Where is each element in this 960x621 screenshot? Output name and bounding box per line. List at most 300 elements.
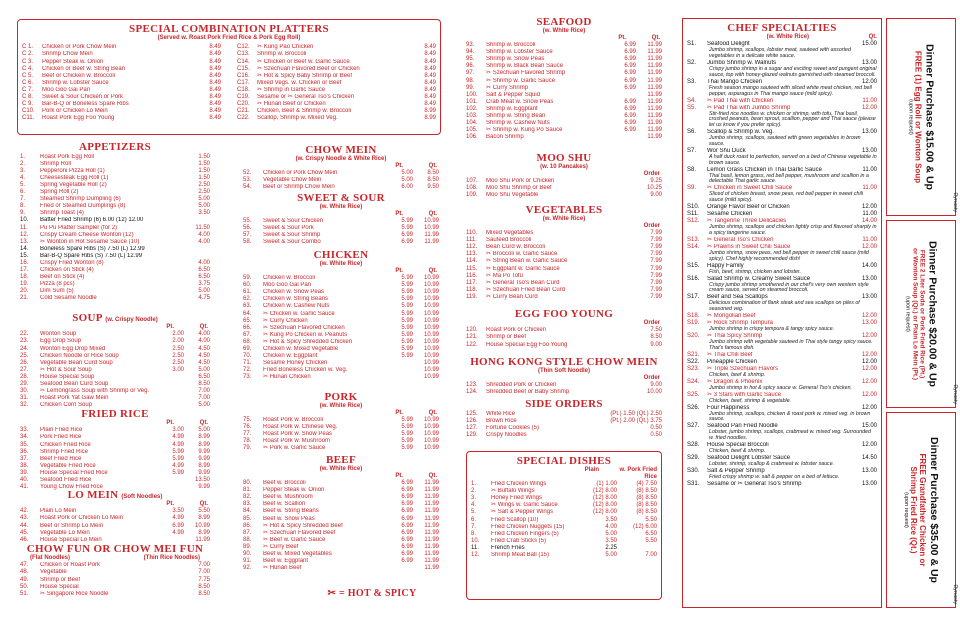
item-number: 51. <box>20 590 29 597</box>
item-number: 120. <box>466 327 478 334</box>
menu-item <box>466 280 662 287</box>
mooshu-col-0: Order <box>643 171 660 178</box>
item-number: C17. <box>237 79 250 86</box>
menu-item <box>466 418 662 425</box>
item-price: 6.99 <box>624 70 636 77</box>
soup-col-header <box>20 324 210 331</box>
menu-item <box>22 58 221 65</box>
item-price: 1.50 <box>198 153 210 160</box>
item-number: 3. <box>20 167 26 174</box>
item-number: S29. <box>687 455 700 462</box>
beef-subtitle: (w. White Rice) <box>319 466 363 473</box>
menu-item <box>243 303 439 310</box>
item-number: 113. <box>466 251 478 258</box>
item-name: Shrimp Chow Mein <box>42 51 93 58</box>
menu-item <box>471 509 657 516</box>
item-number: 94. <box>466 49 475 56</box>
item-description: Lobster, shrimp, scallop & crabmeat w. lobster sauce. <box>709 460 835 467</box>
item-name: ✂ Shrimp in Garlic Sauce <box>257 86 326 93</box>
item-name: Roast Pork w. Mushroom <box>263 438 331 445</box>
menu-item <box>243 508 439 515</box>
item-number: 48. <box>20 569 29 576</box>
item-name: Sweet & Sour Chicken <box>263 218 324 225</box>
item-number: 26. <box>20 359 29 366</box>
item-name: Four Happiness <box>707 404 750 411</box>
item-number: 5. <box>471 509 477 516</box>
friedrice-section <box>20 408 210 491</box>
item-name: Spring Roll (2) <box>40 189 79 196</box>
item-price: 8.99 <box>198 462 210 469</box>
item-name: ✂ Hunan Beef <box>263 565 302 572</box>
item-price: 11.99 <box>647 91 662 98</box>
item-number: 53. <box>243 177 252 184</box>
item-name: Lemon Grass Chicken in Thai Garlic Sauce <box>707 166 822 173</box>
item-number: C 1. <box>22 44 34 51</box>
item-price: 7.99 <box>650 265 662 272</box>
item-price: (Pt.) 2.00 (Qt.) 3.75 <box>610 417 662 424</box>
item-price: 10.99 <box>194 522 210 529</box>
menu-item <box>243 177 439 184</box>
menu-item <box>20 260 210 267</box>
item-number: 7. <box>471 523 477 530</box>
menu-item <box>237 58 436 65</box>
item-number: S21. <box>687 351 700 358</box>
menu-item <box>466 287 662 294</box>
item-name: Roast Pork or Chicken Lo Mein <box>40 515 124 522</box>
item-number: C 4. <box>22 65 34 72</box>
item-name: ✂ Rock Shrimp Tempura <box>707 320 773 327</box>
pork-list <box>243 410 439 452</box>
item-name: ✂ Curry Beef <box>263 543 299 550</box>
menu-item <box>20 153 210 160</box>
menu-item <box>20 583 210 590</box>
menu-item <box>20 591 210 598</box>
chef-item <box>687 97 877 104</box>
item-price: 11.99 <box>424 551 439 558</box>
item-number: 36. <box>20 448 29 455</box>
item-name: Moo Shu Shrimp or Beef <box>486 185 552 192</box>
item-price: 5.99 <box>172 448 184 455</box>
pork-col-0: Pt. <box>395 410 403 417</box>
item-number: 116. <box>466 272 478 279</box>
item-number: 30. <box>20 388 29 395</box>
item-price: 5.00 <box>198 402 210 409</box>
item-number: 15. <box>20 252 29 259</box>
item-price: 5.99 <box>401 338 413 345</box>
menu-item <box>20 338 210 345</box>
item-name: Vegetable Lo Mein <box>40 529 90 536</box>
item-price: 6.99 <box>624 56 636 63</box>
menu-item <box>20 253 210 260</box>
item-price: 8.49 <box>209 44 221 51</box>
sweetsour-section <box>243 192 439 246</box>
item-price: 8.50 <box>198 590 210 597</box>
item-number: 57. <box>243 232 252 239</box>
item-name: Beef w. String Beans <box>263 508 319 515</box>
item-price: 11.99 <box>195 536 210 543</box>
hkchowmein-col-0: Order <box>643 375 660 382</box>
item-price: 2.50 <box>198 189 210 196</box>
item-price: 7.99 <box>650 237 662 244</box>
item-number: S25. <box>687 391 700 398</box>
beef-title: BEEF <box>326 454 356 466</box>
item-price: 5.99 <box>401 296 413 303</box>
item-name: Roast Pork Egg Foo Young <box>42 115 115 122</box>
item-price: 12.00 <box>861 365 877 372</box>
promo-2-line3: (upon request) <box>904 296 911 332</box>
item-number: 6. <box>471 516 477 523</box>
item-price: 9.99 <box>198 469 210 476</box>
item-price: (12) 6.00 <box>632 523 657 530</box>
item-name: Crispy Cream Cheese Wonton (12) <box>40 231 134 238</box>
item-number: 86. <box>243 522 252 529</box>
item-price: 4.99 <box>172 441 184 448</box>
item-price: 5.00 <box>198 366 210 373</box>
menu-item <box>471 538 657 545</box>
menu-item <box>466 99 662 106</box>
item-number: S26. <box>687 404 700 411</box>
item-name: Sesame Chicken <box>707 211 753 218</box>
item-price: 10.99 <box>423 338 439 345</box>
soup-section <box>20 312 210 409</box>
item-name: Mixed Vegetables <box>486 230 534 237</box>
item-price: 13.00 <box>861 467 877 474</box>
specialdishes-list <box>471 481 657 559</box>
beef-col-0: Pt. <box>395 473 403 480</box>
item-price: 7.99 <box>650 244 662 251</box>
item-price: 14.00 <box>861 218 877 225</box>
item-number: 108. <box>466 185 478 192</box>
soup-title-text: SOUP <box>72 312 103 324</box>
menu-item <box>20 576 210 583</box>
item-price: (Pt.) 1.50 (Qt.) 2.50 <box>610 410 662 417</box>
item-price: 11.00 <box>862 211 877 218</box>
menu-item <box>243 558 439 565</box>
menu-item <box>243 565 439 572</box>
sweetsour-title: SWEET & SOUR <box>297 192 385 204</box>
item-number: 87. <box>243 529 252 536</box>
item-price: 11.99 <box>647 63 662 70</box>
menu-item <box>466 258 662 265</box>
item-price: 8.49 <box>209 94 221 100</box>
item-name: Vegetable Chow Mein <box>263 177 322 184</box>
soup-title <box>20 312 210 324</box>
menu-item <box>466 341 662 348</box>
item-price: 11.99 <box>424 508 439 515</box>
item-price: 6.99 <box>624 127 636 134</box>
chef-subtitle: (w. White Rice) <box>766 34 810 41</box>
item-price: 5.00 <box>401 170 413 177</box>
item-number: 2. <box>20 160 26 167</box>
chicken-list <box>243 268 439 381</box>
chicken-section <box>243 249 439 381</box>
item-description: Jumbo shrimp, scallops and chicken lightly crisp and flavored sharply in a spicy tangerine sauce. <box>709 224 877 236</box>
chicken-col-1: Qt. <box>428 268 437 275</box>
item-price: 8.49 <box>209 79 221 86</box>
item-name: Roast Pork w. Snow Peas <box>263 431 333 438</box>
item-number: 73. <box>243 374 252 381</box>
item-price: 10.99 <box>423 324 439 331</box>
item-description: Jumbo shrimp, snow peas, red bell pepper in sweet chili sauce (mild spicy). Chef highly recommended dish! <box>709 249 869 262</box>
item-price: 3.50 <box>198 210 210 217</box>
friedrice-list <box>20 420 210 491</box>
item-price: 6.50 <box>198 274 210 281</box>
appetizers-section <box>20 141 210 302</box>
item-number: 95. <box>466 56 475 63</box>
menu-item <box>20 246 210 253</box>
item-name: Chicken w. Cashew Nuts <box>263 303 330 310</box>
item-price: 11.99 <box>424 480 439 487</box>
item-name: Shrimp w. Broccoli <box>257 51 307 58</box>
item-price: 8.50 <box>427 177 439 184</box>
item-price: 12.00 <box>861 104 877 111</box>
item-price: 11.99 <box>647 84 662 91</box>
item-number: 109. <box>466 192 478 199</box>
item-price: (4) 7.50 <box>636 481 657 488</box>
item-description: Jumbo shrimp in crispy tempura & tangy spicy sauce. <box>709 326 835 333</box>
menu-item <box>243 431 439 438</box>
item-price: 0.50 <box>650 431 662 438</box>
item-name: Shredded Beef or Baby Shrimp <box>486 389 570 396</box>
menu-item <box>20 345 210 352</box>
pork-title: PORK <box>324 391 358 403</box>
menu-item <box>243 374 439 381</box>
sweetsour-list <box>243 211 439 246</box>
menu-item <box>466 192 662 199</box>
item-number: 126. <box>466 417 478 424</box>
item-number: 76. <box>243 424 252 431</box>
item-number: 119. <box>466 293 478 300</box>
item-price: 14.50 <box>861 455 877 462</box>
item-price: 10.99 <box>423 218 439 225</box>
item-price: 4.00 <box>198 231 210 238</box>
item-number: 33. <box>20 427 29 434</box>
item-price: 10.99 <box>423 417 439 424</box>
item-name: Bean Curd w. Broccoli <box>486 244 546 251</box>
item-name: Chicken or Roast Pork <box>40 562 101 569</box>
item-number: 107. <box>466 178 478 185</box>
specialdishes-section <box>466 451 662 600</box>
item-number: S12. <box>687 218 700 225</box>
item-number: 85. <box>243 515 252 522</box>
item-price: 6.99 <box>624 63 636 70</box>
promo-1-line3: (upon request) <box>907 99 914 135</box>
item-name: House Special <box>40 583 79 590</box>
item-price: 3.50 <box>605 516 617 523</box>
menu-item <box>243 239 439 246</box>
item-number: 96. <box>466 63 475 70</box>
item-number: S18. <box>687 313 700 320</box>
chowfun-title: CHOW FUN OR CHOW MEI FUN <box>26 543 204 555</box>
item-name: ✂ Broccoli w. Garlic Sauce <box>486 251 558 258</box>
item-name: Moo Goo Gai Pan <box>42 86 91 93</box>
item-price: 11.99 <box>424 494 439 501</box>
item-number: S22. <box>687 358 700 365</box>
item-number: 97. <box>466 70 475 77</box>
promo-3-line1: Dinner Purchase $35.00 & Up <box>928 437 941 583</box>
item-number: 7. <box>20 196 26 203</box>
menu-item <box>20 189 210 196</box>
item-number: 41. <box>20 484 29 491</box>
item-number: 92. <box>243 565 252 572</box>
item-name: ✂ Pad Thai with Chicken <box>707 97 774 104</box>
item-number: 98. <box>466 77 475 84</box>
menu-item <box>466 56 662 63</box>
item-price: 7.00 <box>198 395 210 402</box>
item-name: Honey Fried Wings <box>491 495 543 502</box>
item-price: 5.99 <box>401 417 413 424</box>
item-price: 8.49 <box>424 79 436 86</box>
promo-box-1 <box>886 18 959 216</box>
item-name: Fried Chicken Nuggets (15) <box>491 523 565 530</box>
item-price: 10.99 <box>423 296 439 303</box>
item-name: Shrimp w. Lobster Sauce <box>42 79 109 86</box>
friedrice-col-header <box>20 420 210 427</box>
lomein-subtitle: (Soft Noodles) <box>121 494 163 500</box>
item-price: 8.49 <box>424 58 436 65</box>
item-name: Crispy Noodles <box>486 431 527 438</box>
menu-item <box>466 77 662 84</box>
item-price: (1) 1.00 <box>596 481 617 488</box>
item-price: 11.99 <box>424 536 439 543</box>
item-price: 9.25 <box>650 178 662 185</box>
item-price: 15.00 <box>861 41 877 48</box>
item-price: 6.99 <box>401 494 413 501</box>
menu-item <box>466 251 662 258</box>
item-name: Egg Drop Soup <box>40 338 82 345</box>
item-name: Pineapple Chicken <box>707 358 758 365</box>
item-price: 6.99 <box>624 42 636 49</box>
menu-item <box>243 480 439 487</box>
item-description: Delicious combination of flank steak and sea scallops on piles of seasoned veg. <box>709 300 860 313</box>
item-price: 4.99 <box>172 434 184 441</box>
item-number: 50. <box>20 583 29 590</box>
item-number: 79. <box>243 445 252 452</box>
item-number: 100. <box>466 91 478 98</box>
item-name: ✂ Hot & Sour Soup <box>40 366 92 373</box>
item-number: 110. <box>466 230 478 237</box>
item-price: 12.00 <box>861 391 877 398</box>
menu-item <box>20 231 210 238</box>
menu-item <box>466 230 662 237</box>
menu-item <box>243 417 439 424</box>
item-name: Seafood Pan Fried Noodle <box>707 423 778 430</box>
friedrice-col-1: Qt. <box>199 420 208 427</box>
item-price: 2.50 <box>172 345 184 352</box>
item-number: 19. <box>20 281 29 288</box>
item-number: 27. <box>20 366 29 373</box>
item-price: 5.50 <box>198 508 210 515</box>
item-number: S9. <box>687 185 697 192</box>
item-number: 12. <box>471 552 480 559</box>
item-number: S13. <box>687 236 700 243</box>
item-name: Moo Goo Gai Pan <box>263 282 312 289</box>
menu-item <box>466 185 662 192</box>
item-number: 9. <box>20 210 26 217</box>
item-number: 77. <box>243 431 252 438</box>
pork-section <box>243 391 439 452</box>
menu-item <box>20 331 210 338</box>
menu-item <box>466 134 662 141</box>
item-name: ✂ Eggplant w. Garlic Sauce <box>486 265 560 272</box>
item-name: White Rice <box>486 410 516 417</box>
item-name: Sweet & Sour Combo <box>263 239 321 246</box>
menu-item <box>20 388 210 395</box>
item-price: 5.00 <box>605 530 617 537</box>
menu-item <box>243 551 439 558</box>
item-price: 7.00 <box>198 388 210 395</box>
item-number: C15. <box>237 65 250 72</box>
item-number: 75. <box>243 417 252 424</box>
item-description: Chicken, beef & shrimp. <box>709 448 766 455</box>
item-number: 72. <box>243 367 252 374</box>
item-description: Chicken, beef & shrimp. <box>709 371 766 378</box>
item-description: Thai basil, lemon grass, red bell pepper, mushroom and scallion in a delectable Thai garlic sauce. <box>709 172 869 185</box>
item-price: 3.50 <box>172 508 184 515</box>
seafood-subtitle: (w. White Rice) <box>542 28 586 35</box>
item-name: Bar-B-Q or Boneless Spare Ribs <box>42 101 129 108</box>
promo-box-3 <box>886 412 959 608</box>
item-number: 20. <box>20 288 29 295</box>
item-price: 3.75 <box>198 281 210 288</box>
item-price: 9.99 <box>198 448 210 455</box>
item-number: 65. <box>243 317 252 324</box>
item-price: 6.99 <box>401 487 413 494</box>
item-name: Chicken, Beef & Shrimp w. Broccoli <box>257 108 352 115</box>
item-name: Moo Shu Pork or Chicken <box>486 178 555 185</box>
item-price: 8.49 <box>424 86 436 93</box>
item-number: 47. <box>20 562 29 569</box>
menu-item <box>20 427 210 434</box>
menu-item <box>466 334 662 341</box>
eggfoo-list <box>466 320 662 348</box>
menu-item <box>243 318 439 325</box>
item-price: 11.50 <box>195 224 210 231</box>
item-price: 11.99 <box>424 501 439 508</box>
menu-item <box>22 108 221 115</box>
item-number: C 6. <box>22 79 34 86</box>
item-price: 5.99 <box>401 289 413 296</box>
chowfun-list <box>20 562 210 597</box>
item-price: 11.99 <box>424 239 439 246</box>
item-name: House Special Fried Rice <box>40 469 108 476</box>
item-name: ✂ Mongolian Beef <box>707 313 756 320</box>
item-price: 10.25 <box>646 185 662 192</box>
item-price: 9.00 <box>650 192 662 199</box>
soup-list <box>20 324 210 409</box>
menu-item <box>20 395 210 402</box>
item-name: Plain Lo Mein <box>40 508 77 515</box>
item-number: 1. <box>20 153 26 160</box>
item-number: 101. <box>466 98 478 105</box>
item-number: 118. <box>466 286 478 293</box>
mooshu-section <box>466 152 662 199</box>
item-number: S23. <box>687 365 700 372</box>
item-price: 8.50 <box>198 381 210 387</box>
item-name: ✂ Shrimp w. Kung Po Sauce <box>486 127 563 134</box>
item-description: Crispy jumbo shrimp in a sugar and exciting sweet and pungent original sauce, top with honey-glazed walnuts garnished with steamed broccoli. <box>709 66 877 78</box>
item-number: 102. <box>466 105 478 112</box>
item-price: 11.99 <box>647 120 662 127</box>
item-name: Crab Meat w. Snow Peas <box>486 98 554 105</box>
item-number: S16. <box>687 275 700 282</box>
item-description: Fish, beef, shrimp, chicken and lobster. <box>709 268 801 275</box>
item-name: Shrimp w. Snow Peas <box>486 56 545 63</box>
item-number: 63. <box>243 303 252 310</box>
menu-item <box>471 545 657 552</box>
chef-item <box>687 204 877 211</box>
menu-item <box>20 463 210 470</box>
